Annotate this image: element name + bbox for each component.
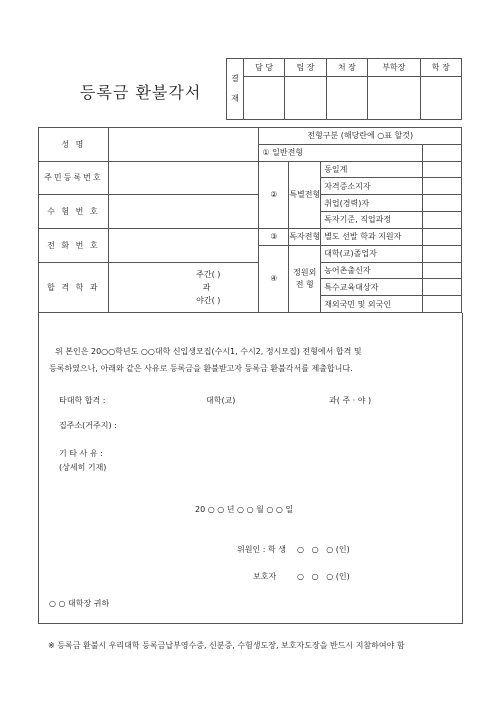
category-3-label: 독자전형 bbox=[289, 228, 321, 245]
applicant-marks: ○ ○ ○ (인) bbox=[297, 545, 350, 554]
category-2-mark[interactable] bbox=[423, 212, 462, 229]
addressee: ○ ○ 대학장 귀하 bbox=[49, 599, 110, 608]
category-4-item: 대학(교)졸업자 bbox=[321, 245, 423, 262]
category-1-label: 일반전형 bbox=[272, 148, 304, 158]
approval-sign-1[interactable] bbox=[244, 77, 285, 120]
guardian-marks: ○ ○ ○ (인) bbox=[297, 572, 350, 581]
category-2-item: 자격증소지자 bbox=[321, 178, 423, 195]
category-3-item: 별도 선발 학과 지원자 bbox=[321, 228, 423, 245]
category-2-item: 독자기준, 직업과정 bbox=[321, 212, 423, 229]
category-4-item: 특수교육대상자 bbox=[321, 279, 423, 296]
id-field[interactable] bbox=[108, 161, 259, 195]
dept-night-option: 야간( ) bbox=[196, 295, 221, 305]
category-2-mark[interactable] bbox=[423, 195, 462, 212]
name-field[interactable] bbox=[108, 128, 259, 162]
phone-label: 전 화 번 호 bbox=[39, 228, 109, 262]
approval-side-bottom: 재 bbox=[231, 94, 239, 103]
statement-line-2: 등록하였으나, 아래와 같은 사유로 등록금을 환불받고자 등록금 환불각서를 제출합니다. bbox=[49, 364, 353, 373]
approval-sign-2[interactable] bbox=[285, 77, 326, 120]
category-2-mark[interactable] bbox=[423, 178, 462, 195]
applicant-label: 위원인 : 학 생 bbox=[237, 545, 286, 554]
exam-number-field[interactable] bbox=[108, 195, 259, 229]
category-3-mark[interactable] bbox=[423, 228, 462, 245]
name-label: 성 명 bbox=[39, 128, 109, 162]
category-4-mark[interactable] bbox=[423, 296, 462, 313]
dept-day-option: 주간( ) bbox=[196, 269, 221, 279]
category-2-item: 취업(경력)자 bbox=[321, 195, 423, 212]
dept-field[interactable] bbox=[108, 262, 259, 313]
id-label: 주민등록번호 bbox=[39, 161, 109, 195]
category-1-mark[interactable] bbox=[423, 144, 462, 161]
category-2-mark[interactable] bbox=[423, 161, 462, 178]
category-4-label-b: 전 형 bbox=[295, 279, 314, 289]
approval-table bbox=[226, 58, 462, 120]
other-univ-end: 과( 주 · 야 ) bbox=[329, 396, 372, 405]
exam-number-label: 수 험 번 호 bbox=[39, 195, 109, 229]
category-2-label: 특별전형 bbox=[289, 161, 321, 228]
address-label: 집주소(거주지) : bbox=[59, 421, 117, 430]
applicant-form-table bbox=[38, 127, 462, 313]
document-title: 등록금 환불각서 bbox=[80, 83, 202, 102]
category-4-num: ④ bbox=[259, 245, 289, 312]
phone-field[interactable] bbox=[108, 228, 259, 262]
reason-sub: (상세히 기재) bbox=[59, 463, 107, 472]
approval-sign-5[interactable] bbox=[420, 77, 461, 120]
other-univ-mid: 대학(교) bbox=[206, 396, 236, 405]
category-2-item: 동일계 bbox=[321, 161, 423, 178]
category-4-item: 재외국민 및 외국인 bbox=[321, 296, 423, 313]
category-4-mark[interactable] bbox=[423, 245, 462, 262]
category-3-num: ③ bbox=[259, 228, 289, 245]
category-2-num: ② bbox=[259, 161, 289, 228]
approval-header-2: 팀 장 bbox=[285, 59, 326, 77]
category-1-num: ① bbox=[262, 148, 270, 158]
category-4-item: 농어촌출신자 bbox=[321, 262, 423, 279]
category-4-mark[interactable] bbox=[423, 279, 462, 296]
guardian-label: 보호자 bbox=[253, 572, 277, 581]
reason-label: 기 타 사 유 : bbox=[59, 449, 103, 458]
approval-sign-3[interactable] bbox=[326, 77, 367, 120]
other-univ-label: 타대학 합격 : bbox=[59, 396, 106, 405]
category-header: 전형구분 (해당란에 ○표 할것) bbox=[259, 128, 462, 145]
approval-header-4: 부학장 bbox=[367, 59, 420, 77]
dept-suffix: 과 bbox=[202, 282, 211, 292]
statement-line-1: 위 본인은 20○○학년도 ○○대학 신입생모집(수시1, 수시2, 정시모집) 전형에서 합격 및 bbox=[55, 347, 362, 356]
approval-side-label bbox=[227, 59, 244, 120]
approval-header-1: 담 당 bbox=[244, 59, 285, 77]
statement-box bbox=[38, 313, 463, 624]
category-4-mark[interactable] bbox=[423, 262, 462, 279]
category-4-label-a: 정원외 bbox=[293, 267, 317, 277]
approval-sign-4[interactable] bbox=[367, 77, 420, 120]
category-1 bbox=[259, 144, 423, 161]
category-4-label bbox=[289, 245, 321, 312]
footnote: ※ 등록금 환불시 우리대학 등록금납부영수증, 신분증, 수험생도장, 보호자도장을 반드시 지참하여야 함 bbox=[48, 641, 405, 650]
approval-header-3: 처 장 bbox=[326, 59, 367, 77]
approval-side-top: 결 bbox=[231, 74, 239, 83]
approval-header-5: 학 장 bbox=[420, 59, 461, 77]
dept-label: 합 격 학 과 bbox=[39, 262, 109, 313]
date-line: 20 ○ ○ 년 ○ ○ 월 ○ ○ 일 bbox=[195, 505, 294, 514]
